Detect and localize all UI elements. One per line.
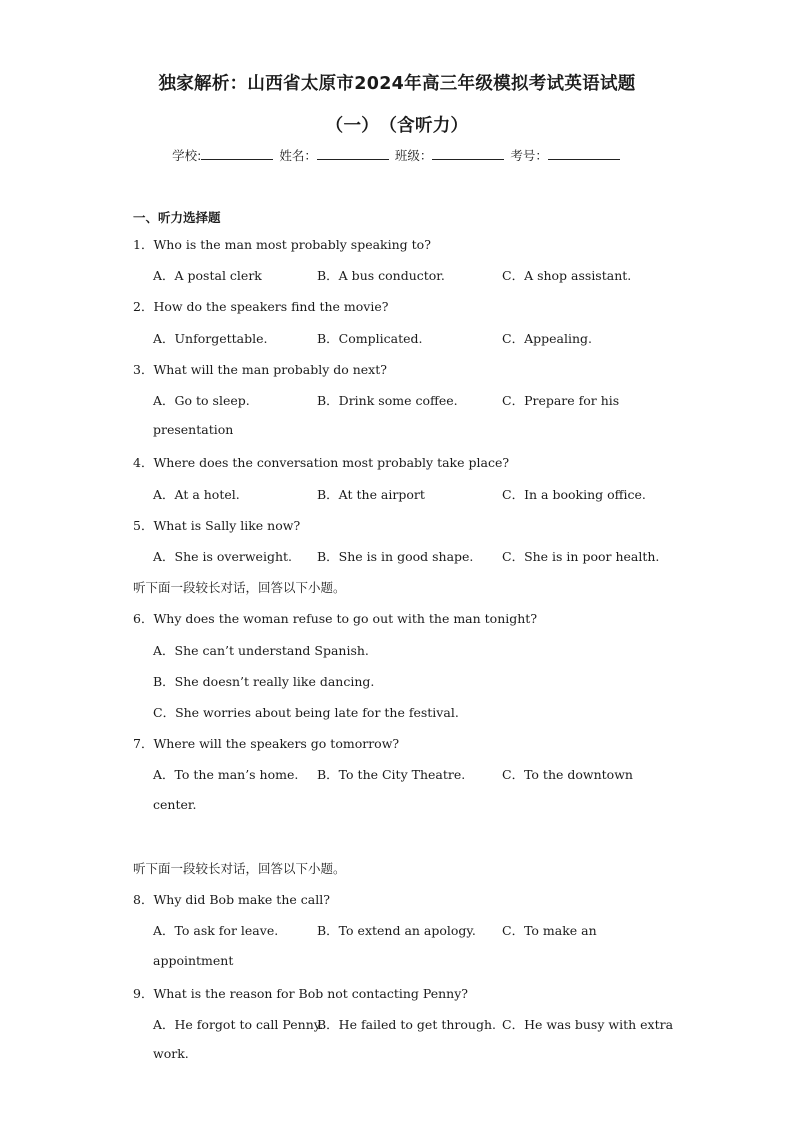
question-3-stem: 3．What will the man probably do next? <box>133 362 387 377</box>
question-7-option-a[interactable]: A．To the man’s home. <box>153 767 299 782</box>
question-4-option-b[interactable]: B．At the airport <box>317 487 425 502</box>
exam-title: 独家解析：山西省太原市2024年高三年级模拟考试英语试题 <box>158 74 636 94</box>
question-7-option-c-continued[interactable]: center. <box>153 797 197 812</box>
question-9-option-c[interactable]: C．He was busy with extra <box>502 1017 674 1032</box>
question-3-option-b[interactable]: B．Drink some coffee. <box>317 393 458 408</box>
question-6-stem: 6．Why does the woman refuse to go out with the man tonight? <box>133 611 538 626</box>
number-blank[interactable] <box>548 147 620 160</box>
school-label: 学校: <box>172 148 202 163</box>
question-9-stem: 9．What is the reason for Bob not contacting Penny? <box>133 986 468 1001</box>
question-1-option-b[interactable]: B．A bus conductor. <box>317 268 445 283</box>
question-8-stem: 8．Why did Bob make the call? <box>133 892 330 907</box>
question-2-stem: 2．How do the speakers find the movie? <box>133 299 389 314</box>
question-1-stem: 1．Who is the man most probably speaking to? <box>133 237 431 252</box>
exam-subtitle: （一） （含听力） <box>325 116 469 136</box>
student-info-row <box>0 146 794 164</box>
question-8-option-c[interactable]: C．To make an <box>502 923 597 938</box>
question-1-option-c[interactable]: C．A shop assistant. <box>502 268 632 283</box>
question-3-option-c[interactable]: C．Prepare for his <box>502 393 620 408</box>
question-2-option-c[interactable]: C．Appealing. <box>502 331 592 346</box>
class-blank[interactable] <box>432 147 504 160</box>
question-4-option-a[interactable]: A．At a hotel. <box>153 487 240 502</box>
question-5-option-c[interactable]: C．She is in poor health. <box>502 549 660 564</box>
question-9-option-b[interactable]: B．He failed to get through. <box>317 1017 496 1032</box>
listening-instruction-1: 听下面一段较长对话，回答以下小题。 <box>133 580 346 595</box>
class-label: 班级： <box>394 148 433 163</box>
school-blank[interactable] <box>201 147 273 160</box>
number-label: 考号： <box>510 148 548 163</box>
question-6-option-a[interactable]: A．She can’t understand Spanish. <box>153 643 369 658</box>
name-label: 姓名： <box>279 148 317 163</box>
question-9-option-a[interactable]: A．He forgot to call Penny. <box>153 1017 324 1032</box>
question-4-option-c[interactable]: C．In a booking office. <box>502 487 646 502</box>
question-8-option-b[interactable]: B．To extend an apology. <box>317 923 476 938</box>
question-5-option-a[interactable]: A．She is overweight. <box>153 549 293 564</box>
question-8-option-c-continued[interactable]: appointment <box>153 953 234 968</box>
question-8-option-a[interactable]: A．To ask for leave. <box>153 923 279 938</box>
question-3-option-a[interactable]: A．Go to sleep. <box>153 393 250 408</box>
question-4-stem: 4．Where does the conversation most probably take place? <box>133 455 510 470</box>
question-7-stem: 7．Where will the speakers go tomorrow? <box>133 736 400 751</box>
section-heading: 一、听力选择题 <box>133 210 221 225</box>
listening-instruction-2: 听下面一段较长对话，回答以下小题。 <box>133 861 346 876</box>
question-5-option-b[interactable]: B．She is in good shape. <box>317 549 474 564</box>
question-9-option-c-continued[interactable]: work. <box>153 1046 189 1061</box>
question-7-option-c[interactable]: C．To the downtown <box>502 767 633 782</box>
question-7-option-b[interactable]: B．To the City Theatre. <box>317 767 466 782</box>
name-blank[interactable] <box>317 147 389 160</box>
question-5-stem: 5．What is Sally like now? <box>133 518 301 533</box>
question-3-option-c-continued[interactable]: presentation <box>153 422 234 437</box>
question-2-option-a[interactable]: A．Unforgettable. <box>153 331 268 346</box>
question-6-option-b[interactable]: B．She doesn’t really like dancing. <box>153 674 375 689</box>
question-1-option-a[interactable]: A．A postal clerk <box>153 268 262 283</box>
question-2-option-b[interactable]: B．Complicated. <box>317 331 423 346</box>
question-6-option-c[interactable]: C．She worries about being late for the festival. <box>153 705 459 720</box>
